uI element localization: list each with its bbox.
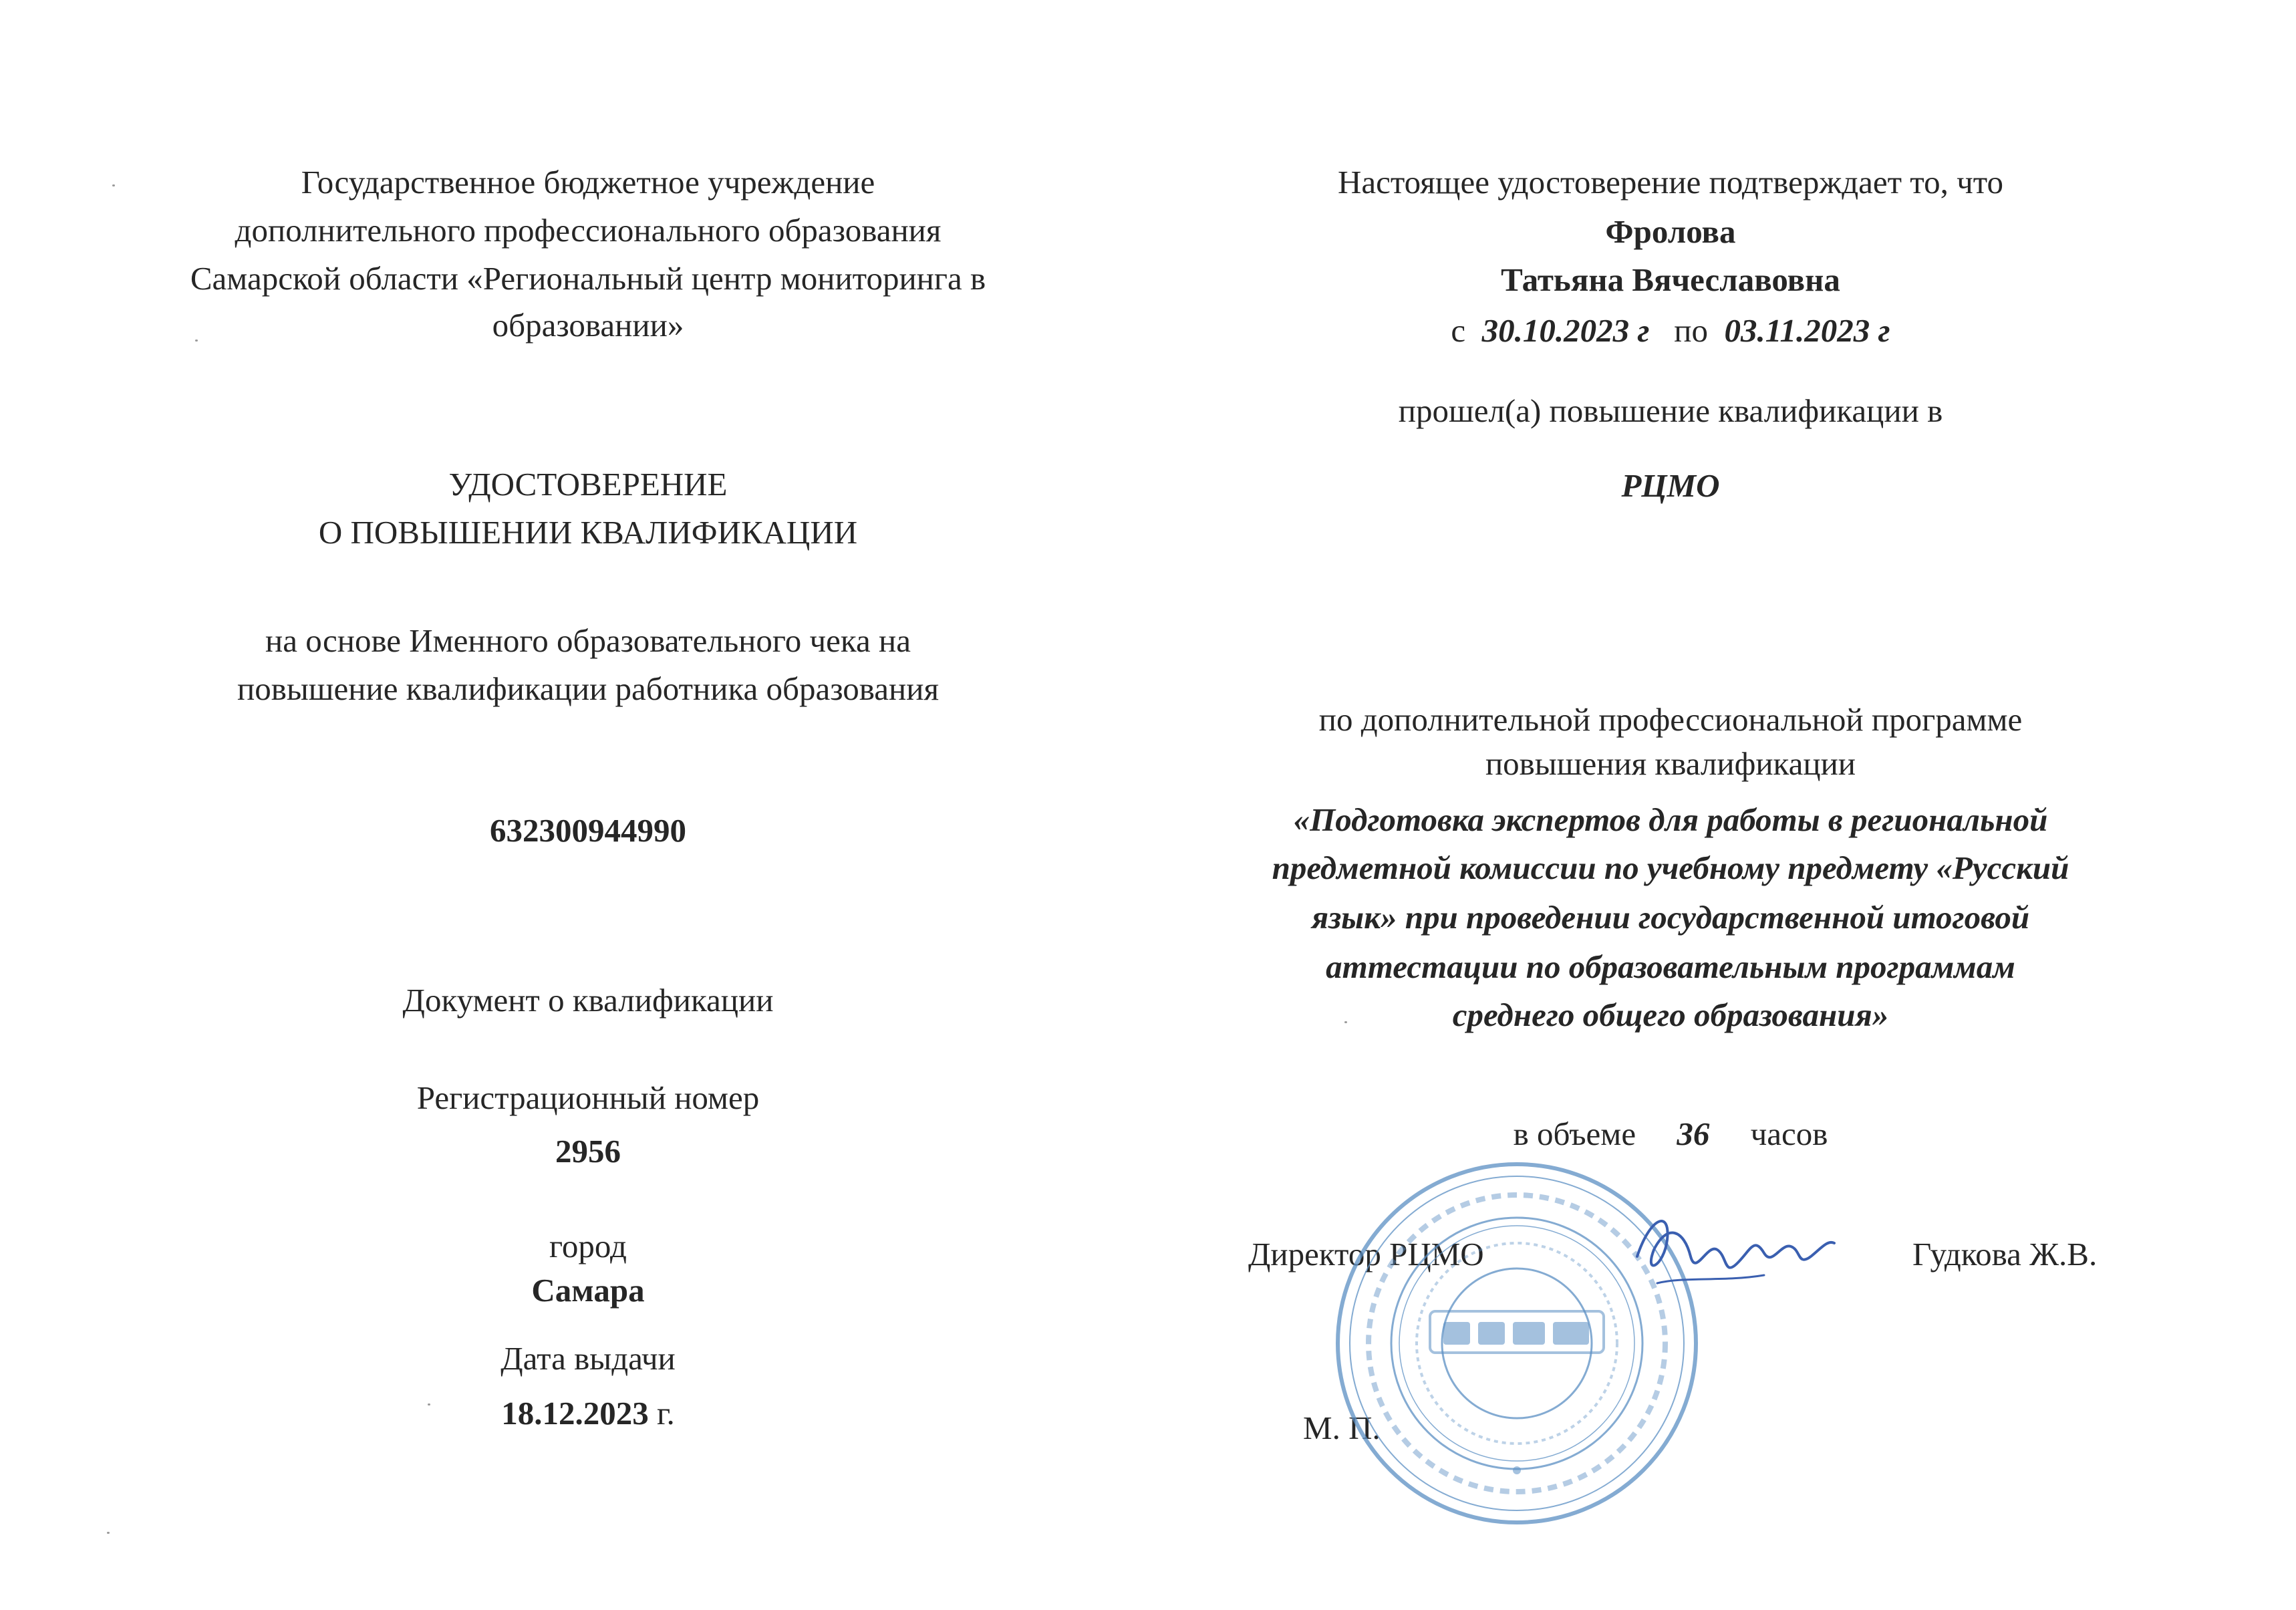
holder-surname: Фролова xyxy=(1605,213,1736,250)
basis-line-2: повышение квалификации работника образования xyxy=(237,670,939,707)
qualification-document-label: Документ о квалификации xyxy=(402,982,774,1019)
confirmation-statement: Настоящее удостоверение подтверждает то, что xyxy=(1338,164,2003,200)
program-intro-line-2: повышения квалификации xyxy=(1485,745,1856,782)
training-period xyxy=(1149,314,2192,347)
volume-prefix: в объеме xyxy=(1513,1115,1636,1152)
institution-line-1: Государственное бюджетное учреждение xyxy=(301,164,875,200)
document-title-line-1: УДОСТОВЕРЕНИЕ xyxy=(448,466,728,503)
scan-speck xyxy=(112,184,115,186)
signature-icon xyxy=(1630,1203,1838,1297)
scan-speck xyxy=(107,1532,110,1534)
issue-date: 18.12.2023 xyxy=(501,1395,649,1432)
institution-line-2: дополнительного профессионального образования xyxy=(235,212,942,249)
issue-date-label: Дата выдачи xyxy=(500,1340,676,1377)
issue-date-suffix: г. xyxy=(656,1395,675,1432)
director-label: Директор РЦМО xyxy=(1248,1236,1484,1272)
program-title-line-1: «Подготовка экспертов для работы в региональной xyxy=(1293,801,2048,838)
institution-line-3: Самарской области «Региональный центр мониторинга в xyxy=(190,260,986,297)
program-intro-line-1: по дополнительной профессиональной программе xyxy=(1318,701,2023,738)
program-title-line-4: аттестации по образовательным программам xyxy=(1326,948,2015,985)
issue-date-line xyxy=(87,1397,1089,1430)
stamp-place-label: М. П. xyxy=(1303,1410,1381,1446)
city-label: город xyxy=(549,1228,627,1264)
date-from-prefix: с xyxy=(1451,312,1466,349)
date-to-prefix: по xyxy=(1674,312,1708,349)
director-name: Гудкова Ж.В. xyxy=(1912,1236,2098,1272)
registration-number-label: Регистрационный номер xyxy=(416,1079,760,1116)
program-title-line-5: среднего общего образования» xyxy=(1452,996,1889,1033)
holder-given-names: Татьяна Вячеславовна xyxy=(1501,261,1840,298)
institution-line-4: образовании» xyxy=(492,307,684,344)
program-title-line-2: предметной комиссии по учебному предмету «Русский xyxy=(1272,849,2069,886)
date-to: 03.11.2023 г xyxy=(1724,312,1890,349)
program-title-line-3: язык» при проведении государственной итоговой xyxy=(1311,899,2030,936)
volume-suffix: часов xyxy=(1750,1115,1828,1152)
volume-line xyxy=(1149,1117,2192,1150)
registration-number: 2956 xyxy=(555,1133,621,1170)
volume-hours: 36 xyxy=(1677,1115,1710,1152)
city-value: Самара xyxy=(531,1272,645,1309)
basis-line-1: на основе Именного образовательного чека на xyxy=(265,622,911,659)
scan-speck xyxy=(428,1403,430,1405)
document-title-line-2: О ПОВЫШЕНИИ КВАЛИФИКАЦИИ xyxy=(318,514,858,551)
completed-statement: прошел(а) повышение квалификации в xyxy=(1398,392,1943,429)
certificate-number: 632300944990 xyxy=(490,812,686,849)
date-from: 30.10.2023 г xyxy=(1481,312,1650,349)
organization-name: РЦМО xyxy=(1621,467,1720,504)
scan-speck xyxy=(1344,1021,1347,1023)
scan-speck xyxy=(195,340,198,342)
